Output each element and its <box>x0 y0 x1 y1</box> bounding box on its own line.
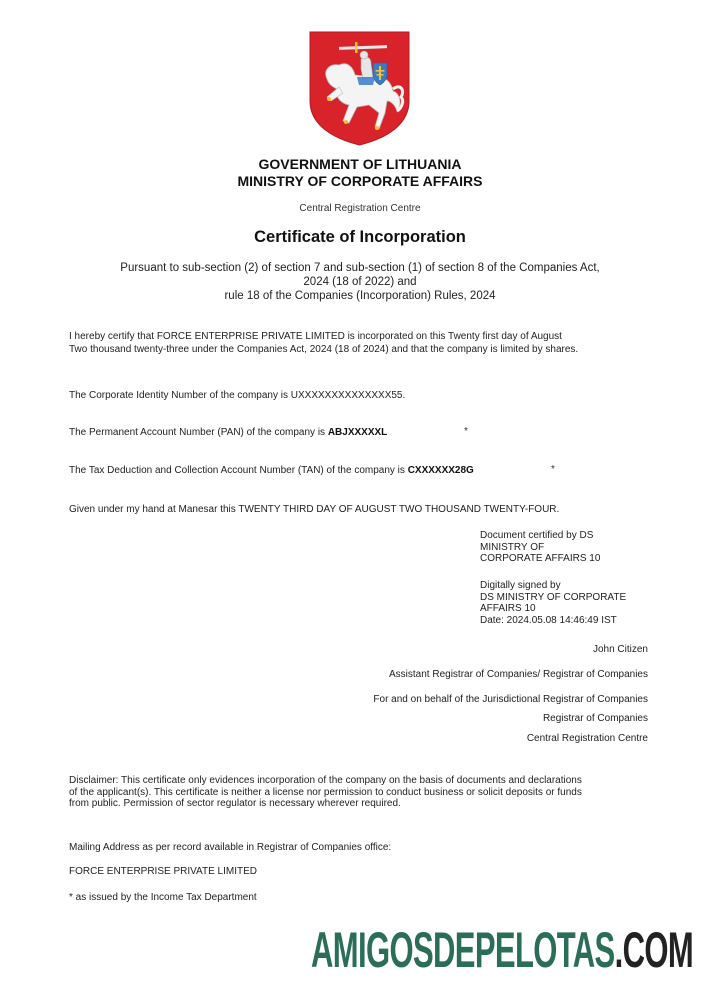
certified-line: MINISTRY OF <box>480 541 545 553</box>
signatory-behalf: For and on behalf of the Jurisdictional Registrar of Companies <box>373 694 648 705</box>
disclaimer-line: Disclaimer: This certificate only evidences incorporation of the company on the basis of documents and declarations <box>69 775 582 786</box>
tan-value: CXXXXXX28G <box>407 465 474 476</box>
certified-line: CORPORATE AFFAIRS 10 <box>480 553 601 564</box>
pan-label: The Permanent Account Number (PAN) of the company is <box>69 427 328 438</box>
given-statement: Given under my hand at Manesar this TWENTY THIRD DAY OF AUGUST TWO THOUSAND TWENTY-FOUR. <box>69 504 560 515</box>
office-name: Central Registration Centre <box>299 203 421 214</box>
signed-line: DS MINISTRY OF CORPORATE <box>480 591 627 603</box>
pursuant-line: 2024 (18 of 2022) and <box>303 276 417 288</box>
certification-line: Two thousand twenty-three under the Companies Act, 2024 (18 of 2024) and that the company is limited by shares. <box>69 344 579 355</box>
tan-footnote-marker: * <box>551 464 555 475</box>
ministry-name: MINISTRY OF CORPORATE AFFAIRS <box>237 173 483 189</box>
mailing-address-company: FORCE ENTERPRISE PRIVATE LIMITED <box>69 866 257 877</box>
pursuant-line: rule 18 of the Companies (Incorporation) Rules, 2024 <box>224 290 496 302</box>
certified-line: Document certified by DS <box>480 530 594 541</box>
pan-value: ABJXXXXXL <box>327 427 388 438</box>
coat-of-arms-icon <box>309 31 410 146</box>
document-title: Certificate of Incorporation <box>254 228 466 246</box>
mailing-address-label: Mailing Address as per record available in Registrar of Companies office: <box>69 842 392 853</box>
tax-footnote: * as issued by the Income Tax Department <box>69 892 257 903</box>
pursuant-statement <box>0 261 720 303</box>
signatory-name: John Citizen <box>592 644 648 655</box>
digital-signature-block <box>480 580 626 626</box>
certified-by-block <box>480 530 600 565</box>
watermark-name: AMIGOSDEPELOTAS <box>311 922 615 978</box>
signatory-centre: Central Registration Centre <box>526 733 648 744</box>
signatory-registrar: Registrar of Companies <box>542 713 648 724</box>
disclaimer <box>69 775 582 810</box>
signed-line: AFFAIRS 10 <box>480 603 536 614</box>
cin-statement: The Corporate Identity Number of the company is UXXXXXXXXXXXXXX55. <box>69 390 406 401</box>
issuing-authority <box>0 156 720 190</box>
disclaimer-line: from public. Permission of sector regulator is necessary wherever required. <box>69 798 401 809</box>
disclaimer-line: of the applicant(s). This certificate is neither a license nor permission to conduct business or solicit deposits or funds <box>69 786 582 798</box>
pan-footnote-marker: * <box>464 426 468 437</box>
signature-date: Date: 2024.05.08 14:46:49 IST <box>480 614 617 626</box>
signatory-role: Assistant Registrar of Companies/ Registrar of Companies <box>389 669 648 680</box>
tan-statement <box>69 464 474 477</box>
certification-line: I hereby certify that FORCE ENTERPRISE PRIVATE LIMITED is incorporated on this Twenty first day of August <box>69 331 562 342</box>
tan-label: The Tax Deduction and Collection Account Number (TAN) of the company is <box>69 465 408 476</box>
signed-line: Digitally signed by <box>480 580 561 591</box>
pursuant-line: Pursuant to sub-section (2) of section 7 and sub-section (1) of section 8 of the Companies Act, <box>120 262 600 274</box>
watermark-tld: .COM <box>614 922 694 978</box>
government-name: GOVERNMENT OF LITHUANIA <box>258 156 462 172</box>
certification-statement <box>69 330 578 356</box>
pan-statement <box>69 426 387 439</box>
site-watermark <box>311 922 693 978</box>
